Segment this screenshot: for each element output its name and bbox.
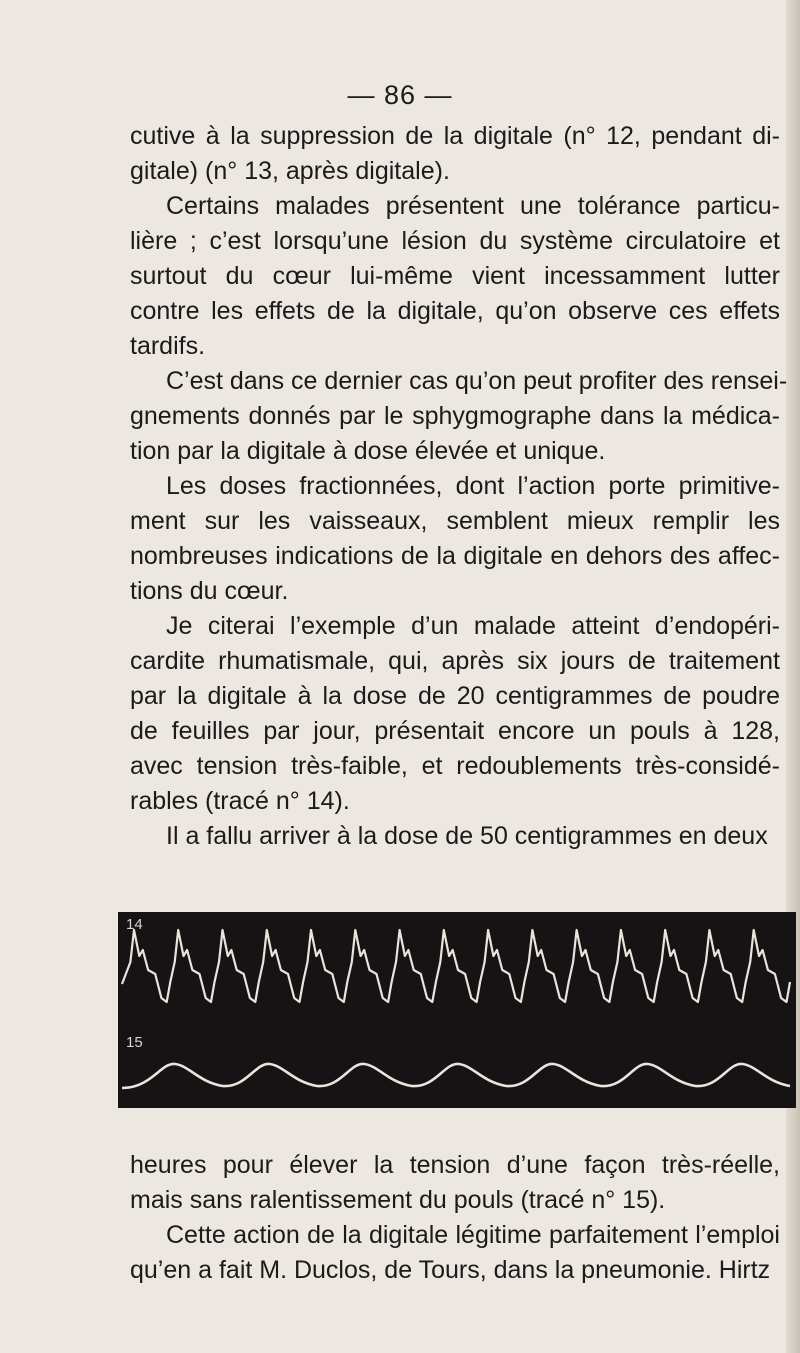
text-block-bottom [130, 1148, 780, 1288]
text-line: cardite rhumatismale, qui, après six jours de traitement [130, 647, 780, 675]
text-line: mais sans ralentissement du pouls (tracé n° 15). [130, 1186, 666, 1214]
text-line: Je citerai l’exemple d’un malade atteint d’endopéri- [166, 612, 780, 640]
text-line: tardifs. [130, 332, 206, 360]
tracing-15-waveform [122, 1064, 790, 1088]
text-line: gnements donnés par le sphygmographe dans la médica- [130, 402, 780, 430]
page-edge [786, 0, 800, 1353]
text-line: gitale) (n° 13, après digitale). [130, 157, 450, 185]
text-line: qu’en a fait M. Duclos, de Tours, dans la pneumonie. Hirtz [130, 1256, 771, 1284]
text-line: Cette action de la digitale légitime parfaitement l’emploi [166, 1221, 780, 1249]
text-line: lière ; c’est lorsqu’une lésion du système circulatoire et [130, 227, 780, 255]
page-number: — 86 — [347, 80, 453, 110]
text-line: C’est dans ce dernier cas qu’on peut profiter des rensei- [166, 367, 788, 395]
text-line: rables (tracé n° 14). [130, 787, 350, 815]
text-block-top [130, 119, 788, 854]
text-line: heures pour élever la tension d’une façon très-réelle, [130, 1151, 780, 1179]
text-line: nombreuses indications de la digitale en dehors des affec- [130, 542, 780, 570]
text-line: par la digitale à la dose de 20 centigrammes de poudre [130, 682, 780, 710]
tracing-14-waveform [122, 930, 790, 1002]
text-line: de feuilles par jour, présentait encore un pouls à 128, [130, 717, 780, 745]
text-line: ment sur les vaisseaux, semblent mieux remplir les [130, 507, 780, 535]
tracing-15-label: 15 [126, 1034, 143, 1051]
text-line: Les doses fractionnées, dont l’action porte primitive- [166, 472, 780, 500]
text-line: Certains malades présentent une tolérance particu- [166, 192, 780, 220]
text-line: Il a fallu arriver à la dose de 50 centigrammes en deux [166, 822, 768, 850]
text-line: tion par la digitale à dose élevée et unique. [130, 437, 606, 465]
sphygmograph-tracings-figure [118, 912, 796, 1108]
text-line: surtout du cœur lui-même vient incessamment lutter [130, 262, 780, 290]
text-line: cutive à la suppression de la digitale (n° 12, pendant di- [130, 122, 780, 150]
text-line: tions du cœur. [130, 577, 289, 605]
tracing-14-label: 14 [126, 916, 143, 933]
text-line: contre les effets de la digitale, qu’on observe ces effets [130, 297, 780, 325]
tracings-svg [118, 912, 796, 1108]
text-line: avec tension très-faible, et redoublements très-considé- [130, 752, 780, 780]
